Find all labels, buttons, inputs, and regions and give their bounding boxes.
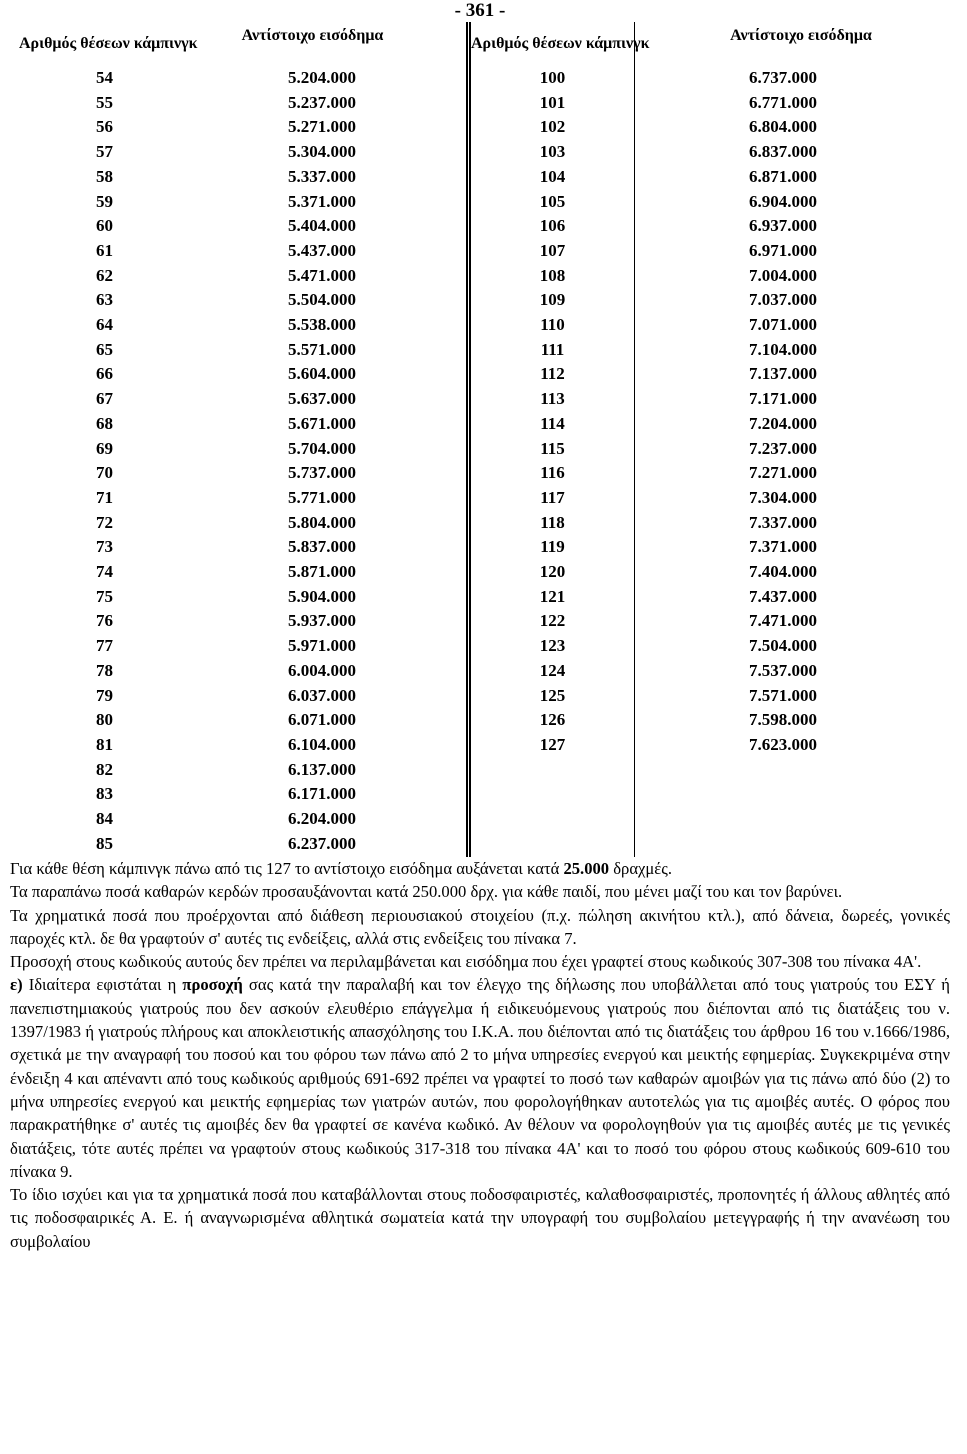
income-right-cell: 7.404.000 <box>635 560 967 585</box>
seats-left-cell: 75 <box>96 586 113 606</box>
seats-left-cell: 70 <box>96 463 113 483</box>
seats-left-cell: 80 <box>96 710 113 730</box>
paragraph-doctors <box>10 973 950 1183</box>
seats-left-cell: 69 <box>96 438 113 458</box>
table-row <box>9 239 967 264</box>
table-row <box>9 486 967 511</box>
income-right-cell: 7.571.000 <box>635 684 967 709</box>
seats-left-cell: 60 <box>96 216 113 236</box>
seats-left-cell: 65 <box>96 339 113 359</box>
seats-left-cell: 66 <box>96 364 113 384</box>
income-left-cell: 5.871.000 <box>288 562 356 582</box>
income-left-cell: 5.271.000 <box>288 117 356 137</box>
seats-left-cell: 72 <box>96 512 113 532</box>
table-body <box>9 66 967 857</box>
seats-left-cell: 81 <box>96 734 113 754</box>
seats-left-cell: 59 <box>96 191 113 211</box>
seats-left-cell: 56 <box>96 117 113 137</box>
paragraph-children-increase: Τα παραπάνω ποσά καθαρών κερδών προσαυξάνονται κατά 250.000 δρχ. για κάθε παιδί, που μένει μαζί του και τον βαρύνει. <box>10 882 843 902</box>
income-right-cell: 7.598.000 <box>635 708 967 733</box>
income-right-cell: 7.371.000 <box>635 535 967 560</box>
income-right-cell: 7.037.000 <box>635 288 967 313</box>
income-left-cell: 5.904.000 <box>288 586 356 606</box>
seats-right-cell: 106 <box>469 214 635 239</box>
bold-amount: 25.000 <box>563 859 610 878</box>
seats-left-cell: 84 <box>96 809 113 829</box>
seats-left-cell: 64 <box>96 315 113 335</box>
table-row <box>9 115 967 140</box>
seats-left-cell: 83 <box>96 784 113 804</box>
income-right-cell <box>635 782 967 807</box>
paragraph-asset-amounts: Τα χρηματικά ποσά που προέρχονται από διάθεση περιουσιακού στοιχείου (π.χ. πώληση ακινήτου κτλ.), από δάνεια, δωρεές, γονικές παροχές κτλ. δε θα γραφτούν σ' αυτές τις ενδείξεις, αλλά στις ενδείξεις του πίνακα 7. <box>10 905 950 948</box>
seats-right-cell: 120 <box>469 560 635 585</box>
seats-right-cell: 110 <box>469 313 635 338</box>
table-row <box>9 560 967 585</box>
seats-left-cell: 57 <box>96 142 113 162</box>
seats-right-cell: 101 <box>469 91 635 116</box>
seats-right-cell: 122 <box>469 609 635 634</box>
table-row <box>9 264 967 289</box>
table-row <box>9 140 967 165</box>
income-left-cell: 5.671.000 <box>288 413 356 433</box>
income-left-cell: 6.237.000 <box>288 833 356 853</box>
table-row <box>9 807 967 832</box>
paragraph-attention-codes: Προσοχή στους κωδικούς αυτούς δεν πρέπει να περιλαμβάνεται και εισόδημα που έχει γραφτεί στους κωδικούς 307-308 του πίνακα 4Α'. <box>10 952 922 972</box>
income-left-cell: 6.004.000 <box>288 660 356 680</box>
table-row <box>9 708 967 733</box>
seats-left-cell: 79 <box>96 685 113 705</box>
seats-right-cell: 127 <box>469 733 635 758</box>
seats-left-cell: 54 <box>96 68 113 87</box>
income-right-cell: 7.104.000 <box>635 338 967 363</box>
text-span: Για κάθε θέση κάμπινγκ πάνω από τις 127 το αντίστοιχο εισόδημα αυξάνεται κατά <box>10 859 564 878</box>
income-left-cell: 5.371.000 <box>288 191 356 211</box>
document-body <box>10 857 950 1253</box>
header-income-left: Αντίστοιχο εισόδημα <box>241 27 384 44</box>
income-left-cell: 5.337.000 <box>288 166 356 186</box>
seats-left-cell: 77 <box>96 636 113 656</box>
income-left-cell: 6.204.000 <box>288 809 356 829</box>
table-row <box>9 511 967 536</box>
table-row <box>9 214 967 239</box>
seats-right-cell: 100 <box>469 66 635 91</box>
paragraph-extra-seat <box>10 857 950 880</box>
table-row <box>9 288 967 313</box>
table-row <box>9 362 967 387</box>
table-row <box>9 165 967 190</box>
header-seats-left: Αριθμός θέσεων κάμπινγκ <box>19 35 198 52</box>
income-left-cell: 5.637.000 <box>288 389 356 409</box>
seats-right-cell <box>469 832 635 857</box>
seats-right-cell: 118 <box>469 511 635 536</box>
income-left-cell: 6.071.000 <box>288 710 356 730</box>
income-right-cell: 7.171.000 <box>635 387 967 412</box>
bold-word: προσοχή <box>182 975 243 995</box>
seats-right-cell: 108 <box>469 264 635 289</box>
seats-right-cell: 126 <box>469 708 635 733</box>
seats-left-cell: 82 <box>96 759 113 779</box>
income-left-cell: 5.737.000 <box>288 463 356 483</box>
seats-right-cell: 102 <box>469 115 635 140</box>
seats-right-cell <box>469 807 635 832</box>
header-income-right: Αντίστοιχο εισόδημα <box>635 22 967 66</box>
income-right-cell: 6.737.000 <box>635 66 967 91</box>
seats-right-cell: 115 <box>469 437 635 462</box>
income-right-cell <box>635 832 967 857</box>
income-right-cell: 7.623.000 <box>635 733 967 758</box>
paragraph-athletes: Το ίδιο ισχύει και για τα χρηματικά ποσά που καταβάλλονται στους ποδοσφαιριστές, καλαθοσφαιριστές, προπονητές ή άλλους αθλητές από τις ποδοσφαιρικές Α. Ε. ή αναγνωρισμένα αθλητικά σωματεία κατά την υπογραφή του συμβολαίου μετεγγραφής ή την ανανέωση του συμβολαίου <box>10 1185 950 1251</box>
seats-left-cell: 85 <box>96 833 113 853</box>
table-row <box>9 313 967 338</box>
table-row <box>9 585 967 610</box>
seats-right-cell: 124 <box>469 659 635 684</box>
seats-right-cell <box>469 782 635 807</box>
income-right-cell <box>635 758 967 783</box>
table-row <box>9 437 967 462</box>
income-left-cell: 5.837.000 <box>288 537 356 557</box>
table-row <box>9 634 967 659</box>
income-right-cell: 7.437.000 <box>635 585 967 610</box>
income-right-cell: 6.971.000 <box>635 239 967 264</box>
income-left-cell: 5.571.000 <box>288 339 356 359</box>
seats-left-cell: 55 <box>96 92 113 112</box>
seats-right-cell: 105 <box>469 190 635 215</box>
income-left-cell: 6.104.000 <box>288 734 356 754</box>
seats-left-cell: 71 <box>96 487 113 507</box>
seats-right-cell: 109 <box>469 288 635 313</box>
table-row <box>9 733 967 758</box>
income-right-cell: 7.504.000 <box>635 634 967 659</box>
seats-right-cell: 114 <box>469 412 635 437</box>
income-right-cell: 7.237.000 <box>635 437 967 462</box>
income-left-cell: 5.204.000 <box>288 68 356 87</box>
seats-right-cell: 125 <box>469 684 635 709</box>
seats-left-cell: 73 <box>96 537 113 557</box>
bold-label: ε) <box>10 975 23 995</box>
camping-income-table <box>9 22 967 857</box>
income-right-cell: 6.904.000 <box>635 190 967 215</box>
seats-left-cell: 74 <box>96 562 113 582</box>
income-left-cell: 5.237.000 <box>288 92 356 112</box>
table-row <box>9 782 967 807</box>
table-row <box>9 832 967 857</box>
income-left-cell: 5.604.000 <box>288 364 356 384</box>
income-right-cell: 7.537.000 <box>635 659 967 684</box>
table-row <box>9 535 967 560</box>
income-left-cell: 6.171.000 <box>288 784 356 804</box>
table-row <box>9 461 967 486</box>
table-row <box>9 338 967 363</box>
income-right-cell <box>635 807 967 832</box>
seats-left-cell: 62 <box>96 265 113 285</box>
seats-right-cell: 103 <box>469 140 635 165</box>
table-row <box>9 758 967 783</box>
income-left-cell: 6.137.000 <box>288 759 356 779</box>
income-left-cell: 5.937.000 <box>288 611 356 631</box>
seats-left-cell: 58 <box>96 166 113 186</box>
income-right-cell: 7.204.000 <box>635 412 967 437</box>
income-right-cell: 6.937.000 <box>635 214 967 239</box>
page-number: - 361 - <box>454 0 506 21</box>
table-header-row <box>9 22 967 66</box>
income-left-cell: 5.771.000 <box>288 487 356 507</box>
income-left-cell: 5.804.000 <box>288 512 356 532</box>
header-seats-right: Αριθμός θέσεων κάμπινγκ <box>469 22 635 66</box>
income-left-cell: 5.704.000 <box>288 438 356 458</box>
income-left-cell: 5.304.000 <box>288 142 356 162</box>
income-right-cell: 7.271.000 <box>635 461 967 486</box>
seats-left-cell: 63 <box>96 290 113 310</box>
income-left-cell: 5.971.000 <box>288 636 356 656</box>
income-right-cell: 7.004.000 <box>635 264 967 289</box>
income-left-cell: 5.404.000 <box>288 216 356 236</box>
income-left-cell: 5.504.000 <box>288 290 356 310</box>
table-row <box>9 684 967 709</box>
income-right-cell: 7.471.000 <box>635 609 967 634</box>
seats-left-cell: 68 <box>96 413 113 433</box>
text-span: Ιδιαίτερα εφιστάται η <box>22 975 183 995</box>
seats-right-cell: 117 <box>469 486 635 511</box>
income-right-cell: 7.071.000 <box>635 313 967 338</box>
seats-right-cell: 104 <box>469 165 635 190</box>
table-row <box>9 66 967 91</box>
text-span: σας κατά την παραλαβή και τον έλεγχο της δήλωσης που υποβάλλεται από τους γιατρούς του ΕΣΥ ή πανεπιστημιακούς γιατρούς που δεν ασκούν ελευθέριο επάγγελμα ή ειδικευόμενους γιατρούς που διέπονται από τις διατάξεις του ν. 1397/1983 ή γιατρούς πλήρους και αποκλειστικής απασχόλησης του Ι.Κ.Α. που διέπονται από τις διατάξεις του άρθρου 16 του ν.1666/1986, σχετικά με την αναγραφή του ποσού και του φόρου των πάνω από 2 το μήνα υπηρεσίες ενεργού και μεικτής εφημερίας. Συγκεκριμένα στην ένδειξη 4 και απέναντι από τους κωδικούς αριθμούς 691-692 πρέπει να γραφτεί το ποσό των καθαρών αμοιβών για τις πάνω από δύο (2) το μήνα υπηρεσίες ενεργού και μεικτής εφημερίας των γιατρών αυτών, που φορολογήθηκαν αυτοτελώς για τις αμοιβές αυτές. Ο φόρος που παρακρατήθηκε σ' αυτές τις αμοιβές δεν θα γραφτεί σε κανένα κωδικό. Αν θέλουν να φορολογηθούν για τις αμοιβές αυτές με τις γενικές διατάξεις, τότε αυτές πρέπει να γραφτούν στους κωδικούς 317-318 του πίνακα 4Α' και το ποσό του φόρου στους κωδικούς 609-610 του πίνακα 9. <box>10 975 950 1181</box>
seats-left-cell: 67 <box>96 389 113 409</box>
table-row <box>9 387 967 412</box>
seats-right-cell <box>469 758 635 783</box>
seats-right-cell: 116 <box>469 461 635 486</box>
income-right-cell: 6.871.000 <box>635 165 967 190</box>
seats-right-cell: 119 <box>469 535 635 560</box>
income-right-cell: 7.137.000 <box>635 362 967 387</box>
income-left-cell: 5.471.000 <box>288 265 356 285</box>
seats-left-cell: 76 <box>96 611 113 631</box>
text-span: δραχμές. <box>609 859 672 878</box>
income-right-cell: 7.337.000 <box>635 511 967 536</box>
seats-left-cell: 78 <box>96 660 113 680</box>
income-right-cell: 7.304.000 <box>635 486 967 511</box>
income-right-cell: 6.837.000 <box>635 140 967 165</box>
income-left-cell: 5.437.000 <box>288 240 356 260</box>
seats-right-cell: 121 <box>469 585 635 610</box>
table-row <box>9 412 967 437</box>
seats-right-cell: 123 <box>469 634 635 659</box>
seats-right-cell: 113 <box>469 387 635 412</box>
income-right-cell: 6.804.000 <box>635 115 967 140</box>
table-row <box>9 609 967 634</box>
seats-left-cell: 61 <box>96 240 113 260</box>
table-row <box>9 91 967 116</box>
table-row <box>9 190 967 215</box>
table-row <box>9 659 967 684</box>
seats-right-cell: 111 <box>469 338 635 363</box>
seats-right-cell: 112 <box>469 362 635 387</box>
income-right-cell: 6.771.000 <box>635 91 967 116</box>
income-left-cell: 5.538.000 <box>288 315 356 335</box>
seats-right-cell: 107 <box>469 239 635 264</box>
income-left-cell: 6.037.000 <box>288 685 356 705</box>
